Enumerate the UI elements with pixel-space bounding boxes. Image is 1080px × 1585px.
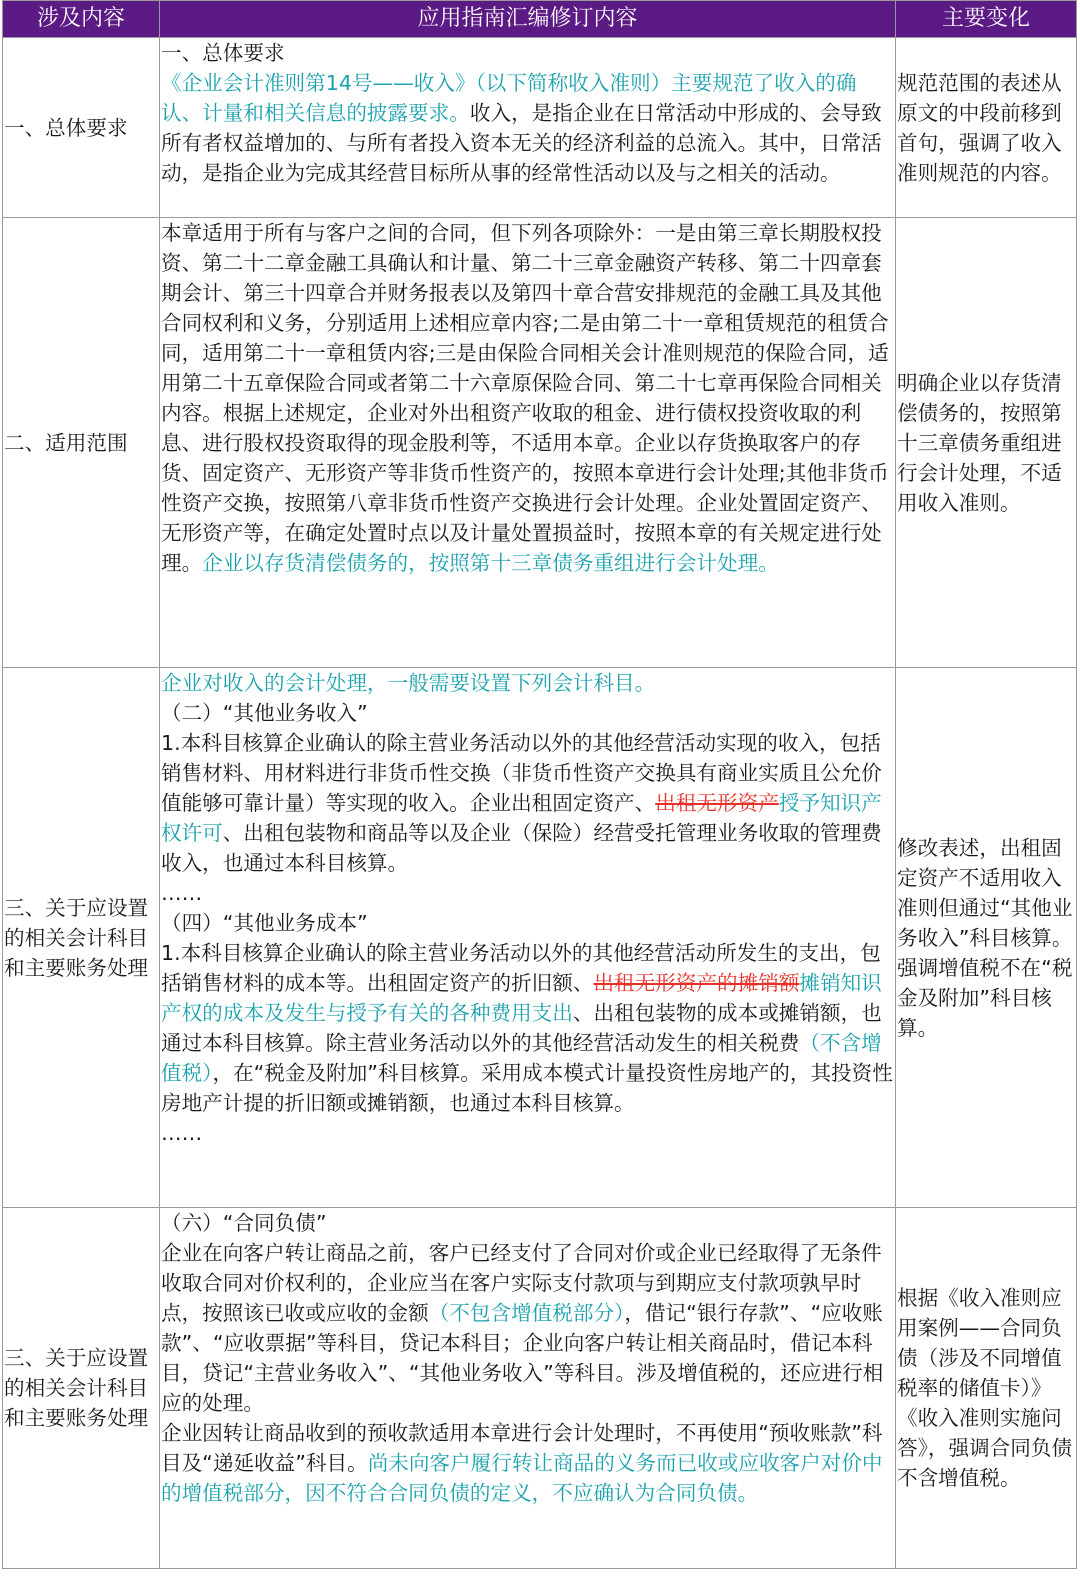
body-text: 、出租包装物和商品等以及企业（保险）经营受托管理业务收取的管理费收入，也通过本科目核算。 xyxy=(161,821,882,875)
body-text: 收入，是指企业在日常活动中形成的、会导致所有者权益增加的、与所有者投入资本无关的经济利益的总流入。其中，日常活动，是指企业为完成其经营目标所从事的经常性活动以及与之相关的活动。 xyxy=(161,101,882,185)
body-text: 本章适用于所有与客户之间的合同，但下列各项除外：一是由第三章长期股权投资、第二十二章金融工具确认和计量、第二十三章金融资产转移、第二十四章套期会计、第三十四章合并财务报表以及第四十章合营安排规范的金融工具及其他合同权利和义务，分别适用上述相应章内容;二是由第二十一章租赁规范的租赁合同，适用第二十一章租赁内容;三是由保险合同相关会计准则规范的保险合同，适用第二十五章保险合同或者第二十六章原保险合同、第二十七章再保险合同相关内容。根据上述规定，企业对外出租资产收取的租金、进行债权投资收取的利息、进行股权投资取得的现金股利等，不适用本章。企业以存货换取客户的存货、固定资产、无形资产等非货币性资产的，按照本章进行会计处理;其他非货币性资产交换，按照第八章非货币性资产交换进行会计处理。企业处置固定资产、无形资产等，在确定处置时点以及计量处置损益时，按照本章的有关规定进行处理。 xyxy=(161,221,889,575)
body-text: ，在“税金及附加”科目核算。采用成本模式计量投资性房地产的，其投资性房地产计提的折旧额或摊销额，也通过本科目核算。 xyxy=(161,1061,893,1115)
deleted-text: 出租无形资产的摊销额 xyxy=(593,971,800,995)
change-cell: 修改表述，出租固定资产不适用收入准则但通过“其他业务收入”科目核算。强调增值税不在“税金及附加”科目核算。 xyxy=(896,668,1077,1208)
content-cell xyxy=(160,1208,896,1569)
topic-cell: 二、适用范围 xyxy=(3,218,160,668)
body-text: …… xyxy=(161,881,203,905)
added-text: 授予知识产权许可 xyxy=(161,791,882,845)
topic-cell: 三、关于应设置的相关会计科目和主要账务处理 xyxy=(3,1208,160,1569)
body-text: 1.本科目核算企业确认的除主营业务活动以外的其他经营活动实现的收入，包括销售材料、用材料进行非货币性交换（非货币性资产交换具有商业实质且公允价值能够可靠计量）等实现的收入。企业出租固定资产、 xyxy=(161,731,882,815)
added-text: （不含增值税） xyxy=(161,1031,882,1085)
table-row xyxy=(3,668,1077,1208)
change-cell: 规范范围的表述从原文的中段前移到首句，强调了收入准则规范的内容。 xyxy=(896,38,1077,218)
added-text: 企业以存货清偿债务的，按照第十三章债务重组进行会计处理。 xyxy=(202,551,779,575)
table-row xyxy=(3,218,1077,668)
topic-cell: 一、总体要求 xyxy=(3,38,160,218)
body-text: …… xyxy=(161,1121,203,1145)
table-row xyxy=(3,1208,1077,1569)
body-text: 、出租包装物的成本或摊销额，也通过本科目核算。除主营业务活动以外的其他经营活动发生的相关税费 xyxy=(161,1001,882,1055)
content-cell xyxy=(160,38,896,218)
content-cell xyxy=(160,668,896,1208)
body-text: （四）“其他业务成本” xyxy=(161,911,368,935)
revision-comparison-table xyxy=(2,0,1077,1569)
added-text: （不包含增值税部分） xyxy=(428,1301,625,1325)
content-paragraph xyxy=(161,68,894,188)
added-text: 尚未向客户履行转让商品的义务而已收或应收客户对价中的增值税部分，因不符合合同负债的定义，不应确认为合同负债。 xyxy=(161,1451,883,1505)
change-cell: 根据《收入准则应用案例——合同负债（涉及不同增值税率的储值卡）》《收入准则实施问答》，强调合同负债不含增值税。 xyxy=(896,1208,1077,1569)
added-text: 企业对收入的会计处理，一般需要设置下列会计科目。 xyxy=(161,671,656,695)
content-paragraph xyxy=(161,1208,894,1238)
body-text: 一、总体要求 xyxy=(161,41,285,65)
header-topic: 涉及内容 xyxy=(3,1,160,38)
content-paragraph xyxy=(161,878,894,908)
content-paragraph xyxy=(161,698,894,728)
content-paragraph xyxy=(161,938,894,1118)
body-text: （六）“合同负债” xyxy=(161,1211,327,1235)
body-text: 企业在向客户转让商品之前，客户已经支付了合同对价或企业已经取得了无条件收取合同对价权利的，企业应当在客户实际支付款项与到期应支付款项孰早时点，按照该已收或应收的金额 xyxy=(161,1241,882,1325)
content-paragraph xyxy=(161,38,894,68)
topic-cell: 三、关于应设置的相关会计科目和主要账务处理 xyxy=(3,668,160,1208)
header-main-change: 主要变化 xyxy=(896,1,1077,38)
body-text: （二）“其他业务收入” xyxy=(161,701,368,725)
header-row xyxy=(3,1,1077,38)
added-text: 摊销知识产权的成本及发生与授予有关的各种费用支出 xyxy=(161,971,882,1025)
table-row xyxy=(3,38,1077,218)
content-paragraph xyxy=(161,728,894,878)
body-text: 1.本科目核算企业确认的除主营业务活动以外的其他经营活动所发生的支出，包括销售材料的成本等。出租固定资产的折旧额、 xyxy=(161,941,881,995)
deleted-text: 出租无形资产 xyxy=(655,791,779,815)
header-revision-content: 应用指南汇编修订内容 xyxy=(160,1,896,38)
added-text: 《企业会计准则第14号——收入》（以下简称收入准则）主要规范了收入的确认、计量和相关信息的披露要求。 xyxy=(161,71,857,125)
change-cell: 明确企业以存货清偿债务的，按照第十三章债务重组进行会计处理，不适用收入准则。 xyxy=(896,218,1077,668)
content-paragraph xyxy=(161,1238,894,1418)
content-paragraph xyxy=(161,1118,894,1148)
content-paragraph xyxy=(161,668,894,698)
body-text: ，借记“银行存款”、“应收账款”、“应收票据”等科目，贷记本科目；企业向客户转让相关商品时，借记本科目，贷记“主营业务收入”、“其他业务收入”等科目。涉及增值税的，还应进行相应的处理。 xyxy=(161,1301,884,1415)
body-text: 企业因转让商品收到的预收款适用本章进行会计处理时，不再使用“预收账款”科目及“递延收益”科目。 xyxy=(161,1421,883,1475)
content-paragraph xyxy=(161,218,894,578)
content-paragraph xyxy=(161,908,894,938)
content-paragraph xyxy=(161,1418,894,1508)
content-cell xyxy=(160,218,896,668)
